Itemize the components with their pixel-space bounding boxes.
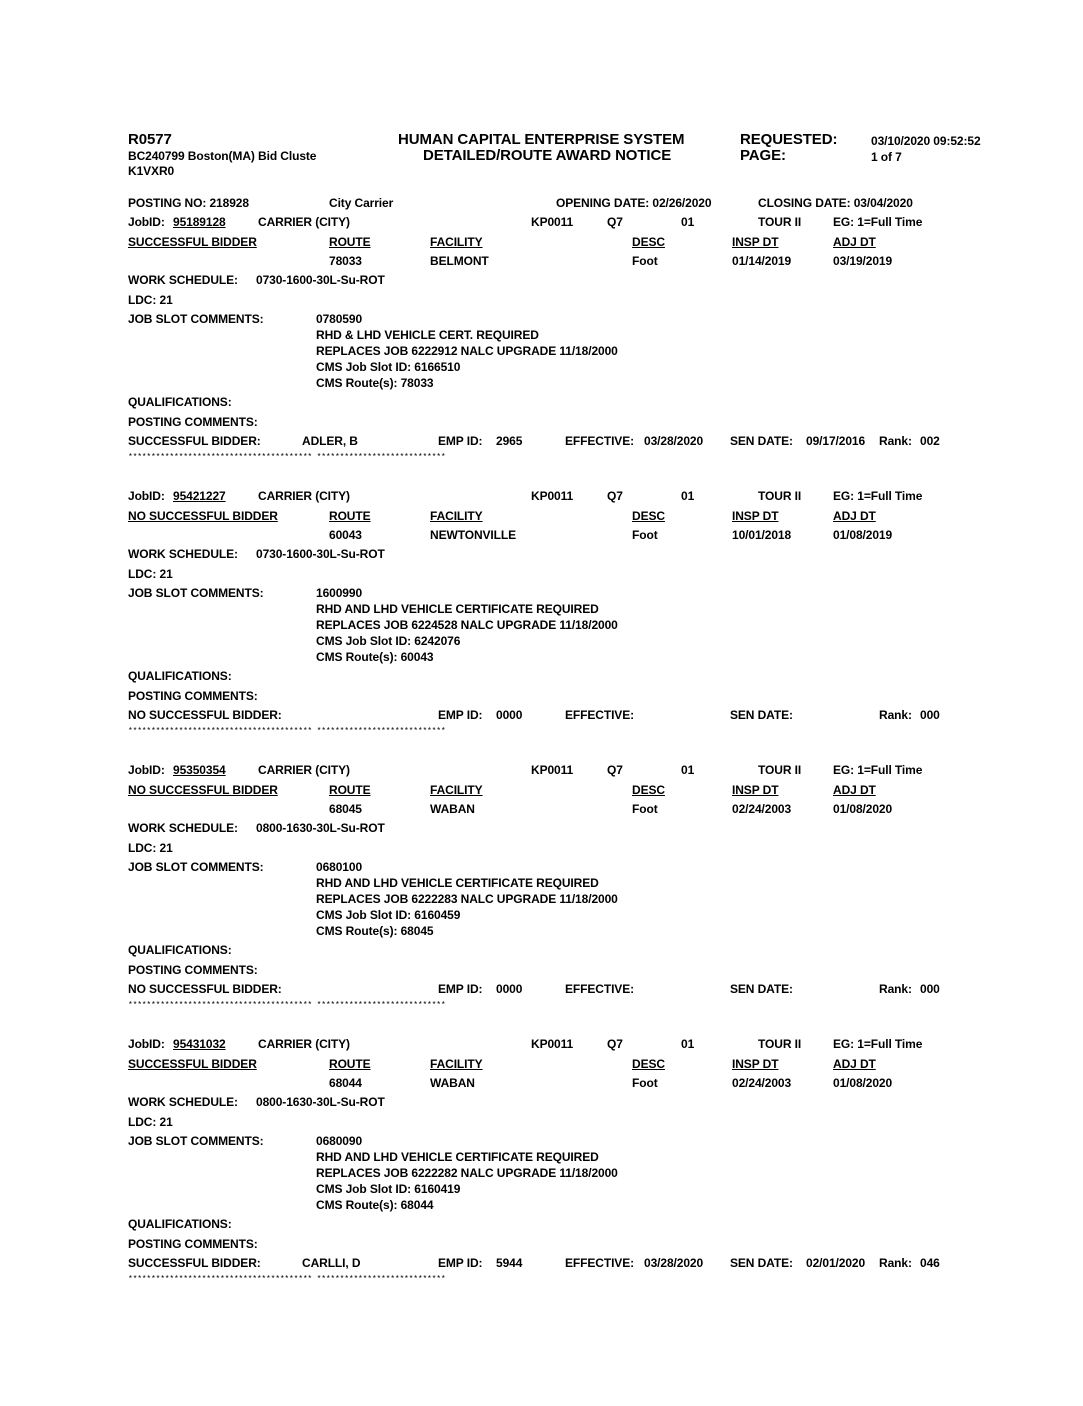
job-block	[0, 763, 1083, 1037]
rank-value: 000	[920, 708, 940, 722]
comment-line: RHD AND LHD VEHICLE CERTIFICATE REQUIRED	[316, 602, 599, 616]
job-slot-comments-label: JOB SLOT COMMENTS:	[128, 1134, 264, 1148]
effective-value: 03/28/2020	[644, 1256, 704, 1270]
adj-dt-column-header: ADJ DT	[833, 1057, 876, 1071]
adj-dt-value: 01/08/2020	[833, 1076, 893, 1090]
route-column-header: ROUTE	[329, 783, 371, 797]
insp-dt-column-header: INSP DT	[732, 783, 779, 797]
facility-column-header: FACILITY	[430, 783, 483, 797]
posting-number: POSTING NO: 218928	[128, 196, 249, 210]
comment-line: CMS Route(s): 68045	[316, 924, 434, 938]
sen-date-label: SEN DATE:	[730, 708, 793, 722]
insp-dt-column-header: INSP DT	[732, 509, 779, 523]
kp-code: KP0011	[531, 215, 574, 229]
jobid-link[interactable]: 95431032	[173, 1037, 226, 1051]
bidder-column-header: NO SUCCESSFUL BIDDER	[128, 783, 278, 797]
facility-value: BELMONT	[430, 254, 489, 268]
comment-line: CMS Job Slot ID: 6160419	[316, 1182, 461, 1196]
level-code: 01	[681, 489, 695, 503]
q-code: Q7	[607, 763, 623, 777]
ldc: LDC: 21	[128, 567, 173, 581]
rank-label: Rank:	[879, 708, 912, 722]
rank-label: Rank:	[879, 1256, 912, 1270]
jobid-link[interactable]: 95350354	[173, 763, 226, 777]
separator-line: **************************************** ****************************	[128, 1275, 446, 1284]
q-code: Q7	[607, 489, 623, 503]
bidder-column-header: NO SUCCESSFUL BIDDER	[128, 509, 278, 523]
closing-date: CLOSING DATE: 03/04/2020	[758, 196, 913, 210]
emp-id-label: EMP ID:	[438, 982, 483, 996]
separator-line: **************************************** ****************************	[128, 727, 446, 736]
job-block	[0, 1037, 1083, 1311]
kp-code: KP0011	[531, 763, 574, 777]
q-code: Q7	[607, 215, 623, 229]
posting-comments-label: POSTING COMMENTS:	[128, 689, 258, 703]
posting-comments-label: POSTING COMMENTS:	[128, 415, 258, 429]
bidder-label: SUCCESSFUL BIDDER:	[128, 1256, 261, 1270]
notice-title: DETAILED/ROUTE AWARD NOTICE	[423, 147, 672, 164]
comment-line: CMS Job Slot ID: 6166510	[316, 360, 461, 374]
route-column-header: ROUTE	[329, 235, 371, 249]
job-block	[0, 215, 1083, 489]
insp-dt-value: 01/14/2019	[732, 254, 792, 268]
rank-value: 002	[920, 434, 940, 448]
separator-line: **************************************** ****************************	[128, 1001, 446, 1010]
ldc: LDC: 21	[128, 1115, 173, 1129]
qualifications-label: QUALIFICATIONS:	[128, 395, 232, 409]
work-schedule-label: WORK SCHEDULE:	[128, 821, 238, 835]
jobid-link[interactable]: 95189128	[173, 215, 226, 229]
tour: TOUR II	[758, 763, 802, 777]
bidder-name: CARLLI, D	[302, 1256, 361, 1270]
insp-dt-value: 02/24/2003	[732, 802, 792, 816]
facility-value: WABAN	[430, 1076, 475, 1090]
work-schedule-value: 0800-1630-30L-Su-ROT	[256, 1095, 385, 1109]
jobid-label: JobID:	[128, 763, 165, 777]
job-title: CARRIER (CITY)	[258, 215, 350, 229]
emp-id-label: EMP ID:	[438, 708, 483, 722]
facility-value: NEWTONVILLE	[430, 528, 517, 542]
report-id: R0577	[128, 131, 172, 148]
report-code: K1VXR0	[128, 164, 175, 178]
tour: TOUR II	[758, 489, 802, 503]
kp-code: KP0011	[531, 489, 574, 503]
route-value: 78033	[329, 254, 362, 268]
comment-line: REPLACES JOB 6224528 NALC UPGRADE 11/18/2000	[316, 618, 618, 632]
effective-label: EFFECTIVE:	[565, 982, 635, 996]
bidder-column-header: SUCCESSFUL BIDDER	[128, 235, 257, 249]
qualifications-label: QUALIFICATIONS:	[128, 943, 232, 957]
level-code: 01	[681, 763, 695, 777]
ldc: LDC: 21	[128, 293, 173, 307]
jobid-link[interactable]: 95421227	[173, 489, 226, 503]
q-code: Q7	[607, 1037, 623, 1051]
jobid-label: JobID:	[128, 489, 165, 503]
eg: EG: 1=Full Time	[833, 215, 923, 229]
emp-id-value: 0000	[496, 982, 523, 996]
effective-value: 03/28/2020	[644, 434, 704, 448]
sen-date-value: 02/01/2020	[806, 1256, 866, 1270]
job-slot-comments-label: JOB SLOT COMMENTS:	[128, 586, 264, 600]
job-block	[0, 489, 1083, 763]
facility-column-header: FACILITY	[430, 509, 483, 523]
adj-dt-value: 03/19/2019	[833, 254, 893, 268]
comment-line: 1600990	[316, 586, 363, 600]
job-title: CARRIER (CITY)	[258, 763, 350, 777]
effective-label: EFFECTIVE:	[565, 708, 635, 722]
emp-id-label: EMP ID:	[438, 434, 483, 448]
ldc: LDC: 21	[128, 841, 173, 855]
insp-dt-column-header: INSP DT	[732, 235, 779, 249]
level-code: 01	[681, 1037, 695, 1051]
level-code: 01	[681, 215, 695, 229]
desc-value: Foot	[632, 1076, 658, 1090]
eg: EG: 1=Full Time	[833, 1037, 923, 1051]
effective-label: EFFECTIVE:	[565, 434, 635, 448]
kp-code: KP0011	[531, 1037, 574, 1051]
insp-dt-value: 02/24/2003	[732, 1076, 792, 1090]
rank-label: Rank:	[879, 982, 912, 996]
comment-line: RHD AND LHD VEHICLE CERTIFICATE REQUIRED	[316, 876, 599, 890]
desc-column-header: DESC	[632, 783, 665, 797]
comment-line: CMS Route(s): 68044	[316, 1198, 434, 1212]
tour: TOUR II	[758, 215, 802, 229]
eg: EG: 1=Full Time	[833, 489, 923, 503]
route-value: 68045	[329, 802, 362, 816]
comment-line: 0680100	[316, 860, 363, 874]
comment-line: 0780590	[316, 312, 363, 326]
jobid-label: JobID:	[128, 1037, 165, 1051]
bidder-label: NO SUCCESSFUL BIDDER:	[128, 708, 282, 722]
desc-value: Foot	[632, 528, 658, 542]
jobid-label: JobID:	[128, 215, 165, 229]
adj-dt-column-header: ADJ DT	[833, 783, 876, 797]
comment-line: REPLACES JOB 6222912 NALC UPGRADE 11/18/2000	[316, 344, 618, 358]
opening-date: OPENING DATE: 02/26/2020	[556, 196, 712, 210]
insp-dt-column-header: INSP DT	[732, 1057, 779, 1071]
rank-value: 000	[920, 982, 940, 996]
requested-value: 03/10/2020 09:52:52	[871, 134, 981, 148]
comment-line: REPLACES JOB 6222282 NALC UPGRADE 11/18/2000	[316, 1166, 618, 1180]
adj-dt-value: 01/08/2020	[833, 802, 893, 816]
comment-line: REPLACES JOB 6222283 NALC UPGRADE 11/18/2000	[316, 892, 618, 906]
sen-date-label: SEN DATE:	[730, 1256, 793, 1270]
emp-id-value: 5944	[496, 1256, 523, 1270]
route-value: 68044	[329, 1076, 362, 1090]
adj-dt-column-header: ADJ DT	[833, 509, 876, 523]
desc-column-header: DESC	[632, 235, 665, 249]
page-label: PAGE:	[740, 147, 786, 164]
qualifications-label: QUALIFICATIONS:	[128, 1217, 232, 1231]
facility-value: WABAN	[430, 802, 475, 816]
comment-line: CMS Route(s): 60043	[316, 650, 434, 664]
separator-line: **************************************** ****************************	[128, 453, 446, 462]
route-column-header: ROUTE	[329, 1057, 371, 1071]
adj-dt-column-header: ADJ DT	[833, 235, 876, 249]
bidder-column-header: SUCCESSFUL BIDDER	[128, 1057, 257, 1071]
rank-label: Rank:	[879, 434, 912, 448]
route-value: 60043	[329, 528, 362, 542]
sen-date-label: SEN DATE:	[730, 982, 793, 996]
emp-id-value: 2965	[496, 434, 523, 448]
facility-column-header: FACILITY	[430, 1057, 483, 1071]
work-schedule-label: WORK SCHEDULE:	[128, 273, 238, 287]
emp-id-label: EMP ID:	[438, 1256, 483, 1270]
emp-id-value: 0000	[496, 708, 523, 722]
comment-line: RHD AND LHD VEHICLE CERTIFICATE REQUIRED	[316, 1150, 599, 1164]
posting-craft: City Carrier	[329, 196, 394, 210]
effective-label: EFFECTIVE:	[565, 1256, 635, 1270]
work-schedule-label: WORK SCHEDULE:	[128, 1095, 238, 1109]
work-schedule-value: 0730-1600-30L-Su-ROT	[256, 273, 385, 287]
work-schedule-label: WORK SCHEDULE:	[128, 547, 238, 561]
requested-label: REQUESTED:	[740, 131, 838, 148]
sen-date-value: 09/17/2016	[806, 434, 866, 448]
posting-comments-label: POSTING COMMENTS:	[128, 1237, 258, 1251]
system-title: HUMAN CAPITAL ENTERPRISE SYSTEM	[398, 131, 685, 148]
bidder-name: ADLER, B	[302, 434, 358, 448]
route-column-header: ROUTE	[329, 509, 371, 523]
page-value: 1 of 7	[871, 150, 902, 164]
desc-value: Foot	[632, 254, 658, 268]
comment-line: CMS Job Slot ID: 6242076	[316, 634, 461, 648]
comment-line: CMS Job Slot ID: 6160459	[316, 908, 461, 922]
posting-comments-label: POSTING COMMENTS:	[128, 963, 258, 977]
work-schedule-value: 0800-1630-30L-Su-ROT	[256, 821, 385, 835]
insp-dt-value: 10/01/2018	[732, 528, 792, 542]
comment-line: RHD & LHD VEHICLE CERT. REQUIRED	[316, 328, 539, 342]
rank-value: 046	[920, 1256, 940, 1270]
eg: EG: 1=Full Time	[833, 763, 923, 777]
job-slot-comments-label: JOB SLOT COMMENTS:	[128, 312, 264, 326]
job-slot-comments-label: JOB SLOT COMMENTS:	[128, 860, 264, 874]
bidder-label: SUCCESSFUL BIDDER:	[128, 434, 261, 448]
work-schedule-value: 0730-1600-30L-Su-ROT	[256, 547, 385, 561]
sen-date-label: SEN DATE:	[730, 434, 793, 448]
desc-value: Foot	[632, 802, 658, 816]
comment-line: CMS Route(s): 78033	[316, 376, 434, 390]
qualifications-label: QUALIFICATIONS:	[128, 669, 232, 683]
tour: TOUR II	[758, 1037, 802, 1051]
job-title: CARRIER (CITY)	[258, 489, 350, 503]
desc-column-header: DESC	[632, 509, 665, 523]
bidder-label: NO SUCCESSFUL BIDDER:	[128, 982, 282, 996]
job-title: CARRIER (CITY)	[258, 1037, 350, 1051]
adj-dt-value: 01/08/2019	[833, 528, 893, 542]
desc-column-header: DESC	[632, 1057, 665, 1071]
facility-column-header: FACILITY	[430, 235, 483, 249]
comment-line: 0680090	[316, 1134, 363, 1148]
bid-cluster: BC240799 Boston(MA) Bid Cluste	[128, 149, 317, 163]
